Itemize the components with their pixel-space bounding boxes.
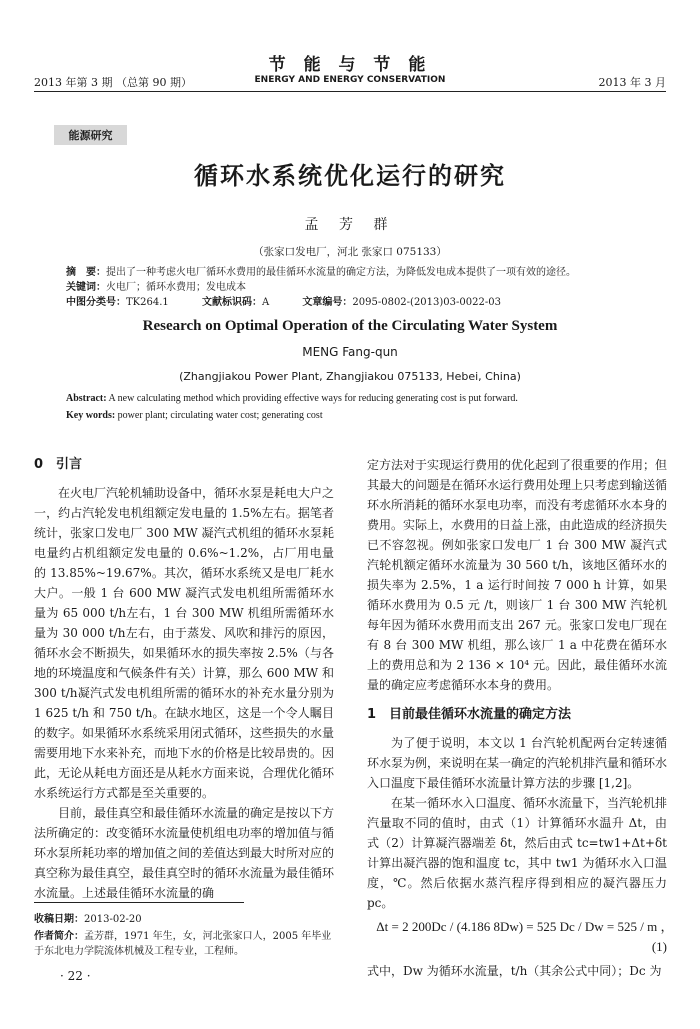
author: 孟 芳 群 bbox=[304, 217, 396, 233]
journal-masthead bbox=[34, 50, 666, 85]
left-column bbox=[34, 455, 334, 903]
body-paragraph: 式中，Dw 为循环水流量，t/h（其余公式中同）；Dc 为 bbox=[367, 964, 662, 978]
section-heading-intro: 0 引言 bbox=[34, 457, 83, 472]
abstract-label: 摘 要： bbox=[66, 267, 106, 278]
keywords-cn bbox=[66, 281, 660, 295]
journal-name-en: ENERGY AND ENERGY CONSERVATION bbox=[254, 75, 446, 85]
english-affiliation: (Zhangjiakou Power Plant, Zhangjiakou 075133, Hebei, China) bbox=[179, 370, 521, 383]
received-date bbox=[34, 912, 339, 927]
english-keywords-text: power plant; circulating water cost; generating cost bbox=[117, 410, 323, 421]
section-heading-method: 1 目前最佳循环水流量的确定方法 bbox=[367, 707, 572, 722]
abstract-text: 提出了一种考虑火电厂循环水费用的最佳循环水流量的确定方法，为降低发电成本提供了一项有效的途径。 bbox=[106, 267, 576, 278]
english-keywords bbox=[66, 410, 660, 421]
page-number: · 22 · bbox=[60, 969, 91, 983]
equation-1: Δt = 2 200Dc / (4.186 8Dw) = 525 Dc / Dw = 525 / m ， (1) bbox=[376, 919, 681, 954]
issue-info: 2013 年第 3 期 （总第 90 期） bbox=[34, 76, 192, 89]
author-bio bbox=[34, 929, 339, 959]
received-label: 收稿日期： bbox=[34, 914, 84, 925]
received-value: 2013-02-20 bbox=[84, 914, 142, 925]
keywords-text: 火电厂；循环水费用；发电成本 bbox=[106, 282, 246, 293]
running-header bbox=[34, 50, 666, 90]
clc-label: 中图分类号： bbox=[66, 297, 126, 308]
header-divider bbox=[34, 91, 666, 92]
body-paragraph: 在火电厂汽轮机辅助设备中，循环水泵是耗电大户之一，约占汽轮发电机组额定发电量的 1.5%左右。据笔者统计，张家口发电厂 300 MW 凝汽式机组的循环水泵耗电量约占机组额定发电量的 0.6%~1.2%，占厂用电量的 13.85%~19.67%。其次，循环水系统又是电厂耗水大户。一般 1 台 600 MW 凝汽式发电机组所需循环水量为 65 000 t/h左右，1 台 300 MW 机组所需循环水量为 30 000 t/h左右，由于蒸发、风吹和排污的原因，循环水会不断损失，如果循环水的损失率按 2.5%（与各地的环境温度和气候条件有关）计算，那么 600 MW 和 300 t/h凝汽式发电机组所需的循环水的补充水量分别为 1 625 t/h 和 750 t/h。在缺水地区，这是一个令人瞩目的数字。如果循环水系统采用闭式循环，这些损失的水量需要用地下水来补充，而地下水的价格是比较昂贵的。因此，无论从耗电方面还是从耗水方面来说，合理优化循环水系统运行方式都是至关重要的。 bbox=[34, 486, 335, 800]
body-paragraph: 定方法对于实现运行费用的优化起到了很重要的作用；但其最大的问题是在循环水运行费用处理上只考虑到输送循环水所消耗的循环水泵电功率，而没有考虑循环水本身的费用。实际上，水费用的日益上涨，由此造成的经济损失已不容忽视。例如张家口发电厂 1 台 300 MW 凝汽式汽轮机额定循环水流量为 30 560 t/h，该地区循环水的损失率为 2.5%，1 a 运行时间按 7 000 h 计算，如果循环水费用为 0.5 元 /t，则该厂 1 台 300 MW 汽轮机每年因为循环水费用而支出 267 元。张家口发电厂现在有 8 台 300 MW 机组，那么该厂 1 a 中花费在循环水上的费用总和为 2 136 × 10⁴ 元。因此，最佳循环水流量的确定应考虑循环水本身的费用。 bbox=[367, 458, 668, 692]
classification-line bbox=[66, 296, 660, 310]
article-no-label: 文章编号： bbox=[302, 297, 353, 308]
affiliation: （张家口发电厂，河北 张家口 075133） bbox=[253, 246, 447, 258]
footnote-divider bbox=[34, 902, 244, 903]
english-abstract bbox=[66, 393, 660, 404]
article-no-value: 2095-0802-(2013)03-0022-03 bbox=[352, 297, 501, 308]
english-keywords-label: Key words: bbox=[66, 410, 116, 421]
clc-value: TK264.1 bbox=[126, 297, 169, 308]
right-column bbox=[367, 455, 681, 981]
journal-name-cn: 节 能 与 节 能 bbox=[268, 55, 432, 75]
english-abstract-label: Abstract: bbox=[66, 393, 107, 404]
body-paragraph: 在某一循环水入口温度、循环水流量下，当汽轮机排汽量取不同的值时，由式（1）计算循环水温升 Δt，由式（2）计算凝汽器端差 δt，然后由式 tc=tw1+Δt+δt 计算出凝汽器的饱和温度 tc，其中 tw1 为循环水入口温度，℃。然后依据水蒸汽程序得到相应的凝汽器压力 pc。 bbox=[367, 796, 668, 910]
issue-date: 2013 年 3 月 bbox=[598, 76, 666, 89]
section-tag: 能源研究 bbox=[54, 125, 127, 145]
article-title: 循环水系统优化运行的研究 bbox=[194, 162, 506, 190]
bio-label: 作者简介： bbox=[34, 931, 84, 942]
english-title: Research on Optimal Operation of the Circulating Water System bbox=[142, 318, 558, 334]
body-paragraph: 为了便于说明，本文以 1 台汽轮机配两台定转速循环水泵为例，来说明在某一确定的汽轮机排汽量和循环水入口温度下最佳循环水流量计算方法的步骤 [1,2]。 bbox=[367, 736, 668, 790]
english-author: MENG Fang-qun bbox=[302, 345, 398, 359]
english-abstract-text: A new calculating method which providing effective ways for reducing generating cost is put forward. bbox=[108, 393, 518, 404]
bio-text: 孟芳群，1971 年生，女，河北张家口人，2005 年毕业于东北电力学院流体机械及工程专业，工程师。 bbox=[34, 931, 332, 957]
body-paragraph: 目前，最佳真空和最佳循环水流量的确定是按以下方法所确定的：改变循环水流量使机组电功率的增加值与循环水泵所耗功率的增加值之间的差值达到最大时所对应的真空称为最佳真空，最佳真空时的循环水流量为最佳循环水流量。上述最佳循环水流量的确 bbox=[34, 806, 335, 900]
doc-code-value: A bbox=[261, 297, 270, 308]
doc-code-label: 文献标识码： bbox=[201, 297, 262, 308]
keywords-label: 关键词： bbox=[66, 282, 106, 293]
abstract-cn bbox=[66, 266, 660, 280]
